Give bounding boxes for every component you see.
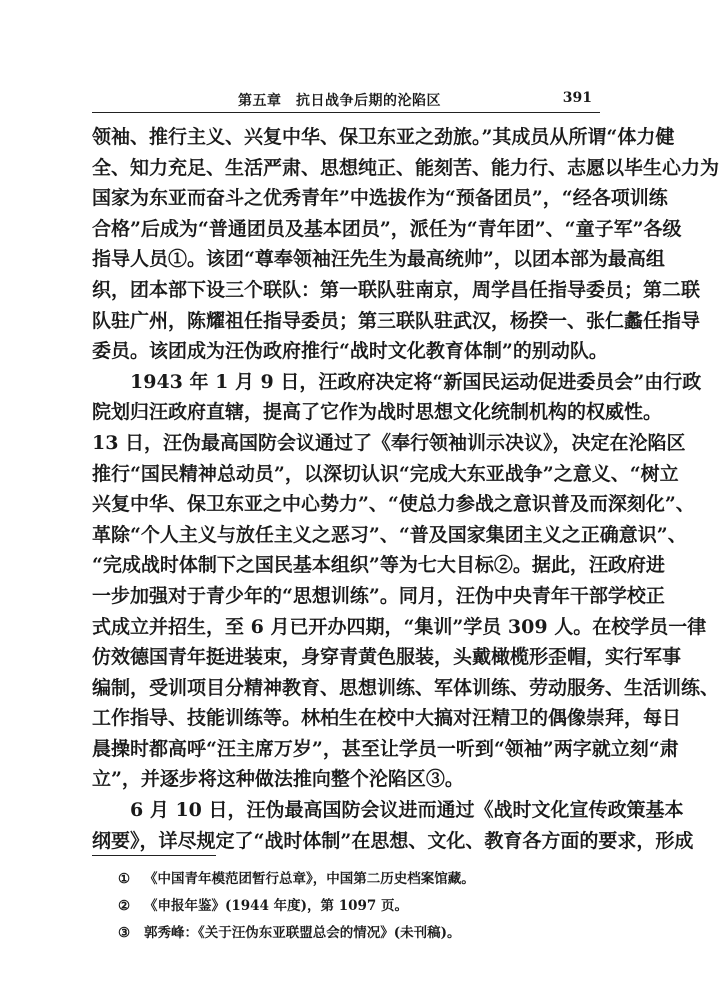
text-line: 1943 年 1 月 9 日，汪政府决定将“新国民运动促进委员会”由行政 [130,370,702,393]
text-line: 队驻广州，陈耀祖任指导委员；第三联队驻武汉，杨揆一、张仁蠡任指导 [92,309,701,332]
text-line: 式成立并招生，至 6 月已开办四期，“集训”学员 309 人。在校学员一律 [92,615,707,638]
text-line: 合格”后成为“普通团员及基本团员”，派任为“青年团”、“童子军”各级 [92,217,682,240]
footnote-text: 郭秀峰：《关于汪伪东亚联盟总会的情况》(未刊稿)。 [144,925,461,941]
footnotes [118,866,598,947]
footnote-mark: ② [118,898,131,914]
text-line: 仿效德国青年挺进装束，身穿青黄色服装，头戴橄榄形歪帽，实行军事 [92,646,682,669]
text-line: “完成战时体制下之国民基本组织”等为七大目标②。据此，汪政府进 [92,554,665,577]
running-header [92,88,600,113]
footnote-mark: ③ [118,925,131,941]
text-line: 立”，并逐步将这种做法推向整个沦陷区③。 [92,768,464,791]
text-line: 一步加强对于青少年的“思想训练”。同月，汪伪中央青年干部学校正 [92,584,665,607]
text-line: 委员。该团成为汪伪政府推行“战时文化教育体制”的别动队。 [92,340,608,363]
footnote-item [118,893,598,920]
text-line: 推行“国民精神总动员”，以深切认识“完成大东亚战争”之意义、“树立 [92,462,679,485]
body-text [92,122,719,856]
text-line: 13 日，汪伪最高国防会议通过了《奉行领袖训示决议》，决定在沦陷区 [92,431,686,454]
footnote-text: 《中国青年模范团暂行总章》，中国第二历史档案馆藏。 [144,871,475,887]
text-line: 编制，受训项目分精神教育、思想训练、军体训练、劳动服务、生活训练、 [92,676,719,699]
footnote-text: 《申报年鉴》(1944 年度)，第 1097 页。 [144,898,409,914]
text-line: 晨操时都高呼“汪主席万岁”，甚至让学员一听到“领袖”两字就立刻“肃 [92,737,679,760]
text-line: 革除“个人主义与放任主义之恶习”、“普及国家集团主义之正确意识”、 [92,523,687,546]
footnote-item [118,866,598,893]
text-line: 院划归汪政府直辖，提高了它作为战时思想文化统制机构的权威性。 [92,401,663,424]
text-line: 6 月 10 日，汪伪最高国防会议进而通过《战时文化宣传政策基本 [130,799,684,822]
text-line: 纲要》，详尽规定了“战时体制”在思想、文化、教育各方面的要求，形成 [92,829,694,852]
text-line: 兴复中华、保卫东亚之中心势力”、“使总力参战之意识普及而深刻化”、 [92,493,695,516]
page-number: 391 [562,90,592,106]
text-line: 工作指导、技能训练等。林柏生在校中大搞对汪精卫的偶像崇拜，每日 [92,707,682,730]
text-line: 织，团本部下设三个联队：第一联队驻南京，周学昌任指导委员；第二联 [92,278,701,301]
text-line: 指导人员①。该团“尊奉领袖汪先生为最高统帅”，以团本部为最高组 [92,248,665,271]
text-line: 全、知力充足、生活严肃、思想纯正、能刻苦、能力行、志愿以毕生心力为 [92,156,719,179]
chapter-title: 第五章 抗日战争后期的沦陷区 [238,93,441,109]
footnote-divider [92,855,216,856]
footnote-mark: ① [118,871,131,887]
text-line: 领袖、推行主义、兴复中华、保卫东亚之劲旅。”其成员从所谓“体力健 [92,126,675,148]
footnote-item [118,920,598,947]
text-line: 国家为东亚而奋斗之优秀青年”中选拔作为“预备团员”，“经各项训练 [92,187,668,210]
